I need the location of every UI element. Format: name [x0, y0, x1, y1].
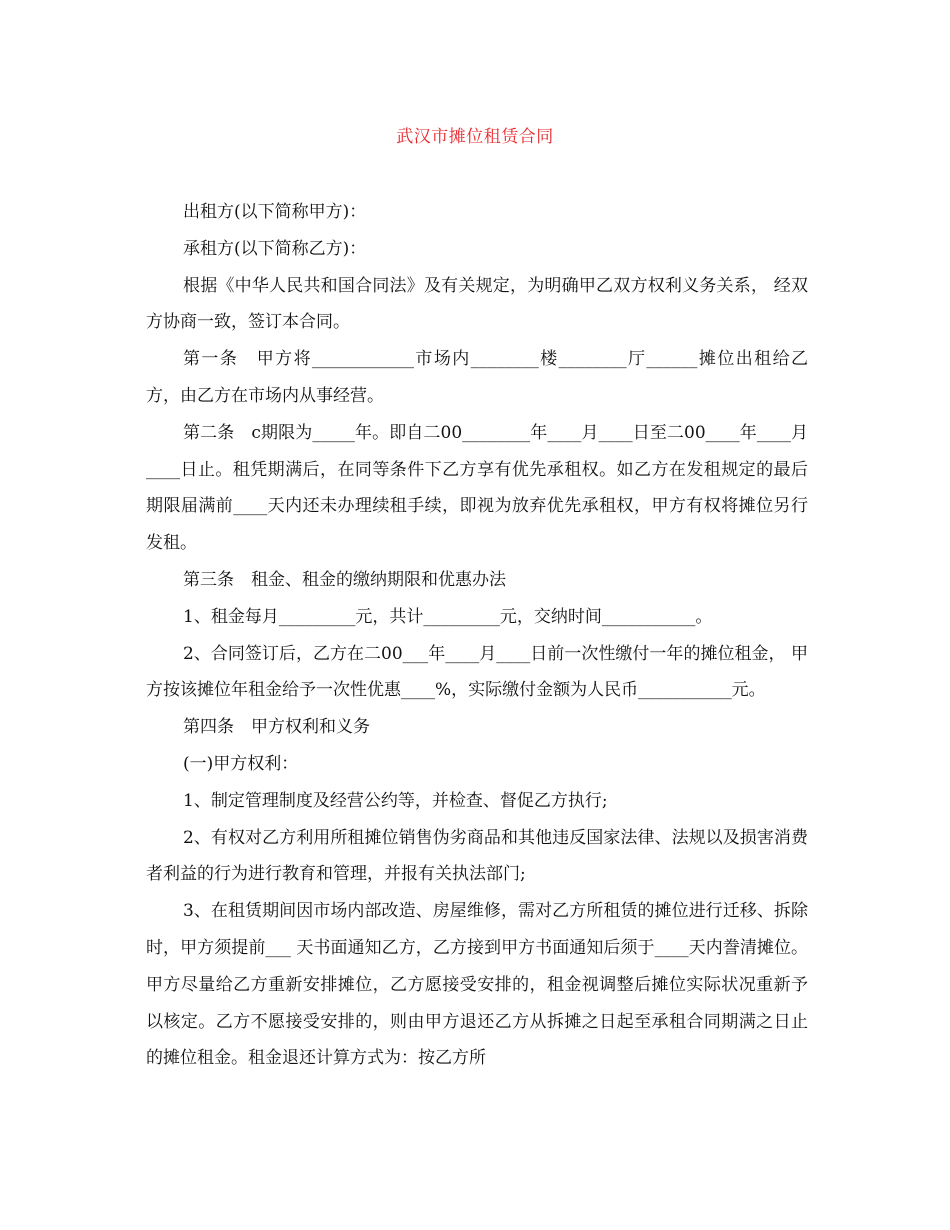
document-title: 武汉市摊位租赁合同 [396, 127, 554, 147]
article-1-paragraph: 第一条 甲方将____________市场内________楼________厅______摊位出租给乙方，由乙方在市场内从事经营。 [146, 349, 808, 406]
party-a-rights-heading: (一)甲方权利： [183, 753, 299, 774]
party-a-line: 出租方(以下简称甲方)： [183, 202, 367, 222]
document-body [146, 194, 808, 1077]
article-2-paragraph: 第二条 c期限为_____年。即自二00________年____月____日至二00____年____月____日止。租凭期满后，在同等条件下乙方享有优先承租权。如乙方在发租规定的最后期限届满前____天内还未办理续租手续，即视为放弃优先承租权，甲方有权将摊位另行发租。 [146, 422, 808, 554]
article-3-item-1: 1、租金每月_________元，共计_________元，交纳时间___________。 [183, 606, 713, 627]
party-a-right-2: 2、有权对乙方利用所租摊位销售伪劣商品和其他违反国家法律、法规以及损害消费者利益的行为进行教育和管理，并报有关执法部门; [146, 827, 808, 885]
article-4-heading: 第四条 甲方权利和义务 [183, 717, 370, 738]
article-3-heading: 第三条 租金、租金的缴纳期限和优惠办法 [183, 569, 506, 590]
party-b-line: 承租方(以下简称乙方)： [183, 238, 367, 259]
preamble-paragraph: 根据《中华人民共和国合同法》及有关规定，为明确甲乙双方权利义务关系， 经双方协商一致，签订本合同。 [146, 275, 808, 333]
article-3-item-2: 2、合同签订后，乙方在二00___年____月____日前一次性缴付一年的摊位租金， 甲方按该摊位年租金给予一次性优惠____%，实际缴付金额为人民币___________元。 [146, 643, 808, 701]
party-a-right-1: 1、制定管理制度及经营公约等，并检查、督促乙方执行; [183, 790, 608, 811]
party-a-right-3: 3、在租赁期间因市场内部改造、房屋维修，需对乙方所租赁的摊位进行迁移、拆除时，甲方须提前___ 天书面通知乙方，乙方接到甲方书面通知后须于____天内誊清摊位。甲方尽量给乙方重新安排摊位，乙方愿接受安排的，租金视调整后摊位实际状况重新予以核定。乙方不愿接受安排的，则由甲方退还乙方从拆摊之日起至承租合同期满之日止的摊位租金。租金退还计算方式为：按乙方所 [146, 901, 808, 1069]
